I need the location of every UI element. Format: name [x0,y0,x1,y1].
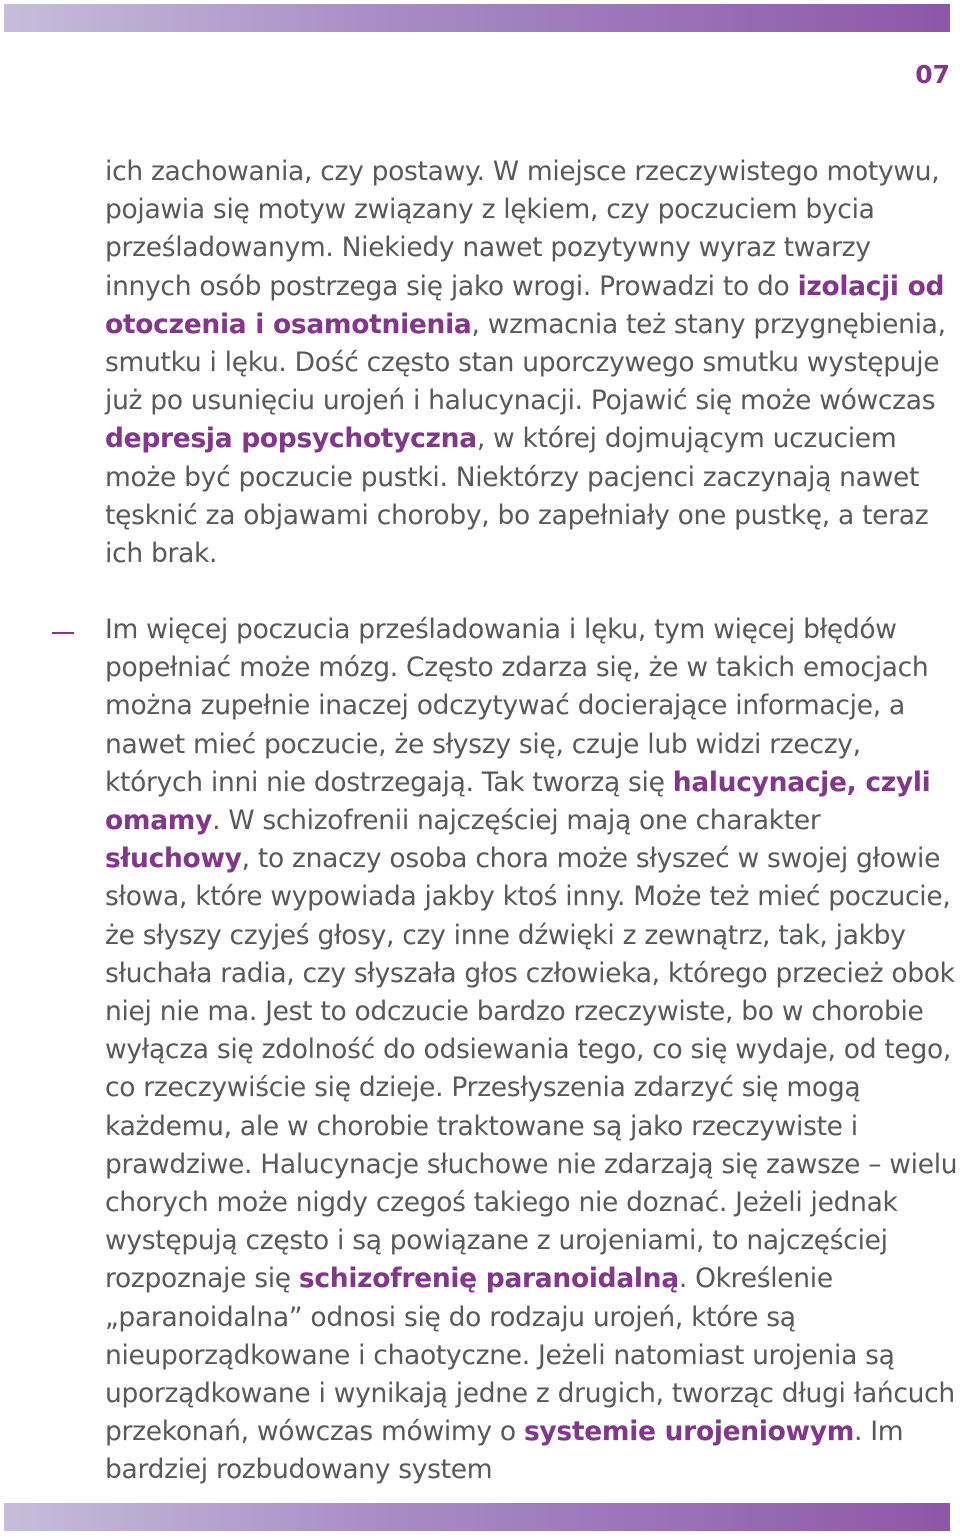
page-number: 07 [915,60,950,89]
highlight-system-urojeniowy: systemie urojeniowym [523,1416,855,1448]
highlight-halucynacje: halucynacje, czyli omamy [105,766,931,837]
list-dash-marker [52,632,74,634]
paragraph-2-text-2: . W schizofrenii najczęściej mają one charakter [212,805,821,837]
bottom-decorative-band [4,1503,950,1531]
highlight-izolacja: izolacji od otoczenia i osamotnienia [105,270,945,340]
paragraph-2 [105,611,960,1490]
paragraph-2-text-3: , to znaczy osoba chora może słyszeć w swojej głowie słowa, które wypowiada jakby ktoś inny. Może też mieć poczucie, że słyszy czyjeś głosy, czy inne dźwięki z zewnątrz, tak, jakby słuchała radia, czy słyszała głos człowieka, którego przecież obok niej nie ma. Jest to odczucie bardzo rzeczywiste, bo w chorobie wyłącza się zdolność do odsiewania tego, co się wydaje, od tego, co rzeczywiście się dzieje. Przesłyszenia zdarzyć się mogą każdemu, ale w chorobie traktowane są jako rzeczywiste i prawdziwe. Halucynacje słuchowe nie zdarzają się zawsze – wielu chorych może nigdy czegoś takiego nie doznać. Jeżeli jednak występują często i są powiązane z urojeniami, to najczęściej rozpoznaje się [105,843,958,1295]
highlight-sluchowy: słuchowy [105,843,242,875]
paragraph-1 [105,153,960,573]
paragraph-1-text-2: , wzmacnia też stany przygnębienia, smutku i lęku. Dość często stan uporczywego smutku występuje już po usunięciu urojeń i halucynacji. Pojawić się może wówczas [105,308,946,417]
paragraph-2-text-5: . Im bardziej rozbudowany system [105,1416,904,1486]
highlight-schizofrenia-paranoidalna: schizofrenię paranoidalną [298,1263,679,1295]
paragraph-2-text-1: Im więcej poczucia prześladowania i lęku, tym więcej błędów popełniać może mózg. Często zdarza się, że w takich emocjach można zupełnie inaczej odczytywać docierające informacje, a nawet mieć poczucie, że słyszy się, czuje lub widzi rzeczy, których inni nie dostrzegają. Tak tworzą się [105,614,929,798]
paragraph-1-text-3: , w której dojmującym uczuciem może być poczucie pustki. Niektórzy pacjenci zaczynają nawet tęsknić za objawami choroby, bo zapełniały one pustkę, a teraz ich brak. [105,423,929,570]
highlight-depresja-popsychotyczna: depresja popsychotyczna [105,423,477,455]
paragraph-1-text-1: ich zachowania, czy postawy. W miejsce rzeczywistego motywu, pojawia się motyw związany z lękiem, czy poczuciem bycia prześladowanym. Niekiedy nawet pozytywny wyraz twarzy innych osób postrzega się jako wrogi. Prowadzi to do [105,156,940,302]
paragraph-2-text-4: . Określenie „paranoidalna” odnosi się do rodzaju urojeń, które są nieuporządkowane i chaotyczne. Jeżeli natomiast urojenia są uporządkowane i wynikają jedne z drugich, tworząc długi łańcuch przekonań, wówczas mówimy o [105,1263,955,1448]
top-decorative-band [4,4,950,32]
